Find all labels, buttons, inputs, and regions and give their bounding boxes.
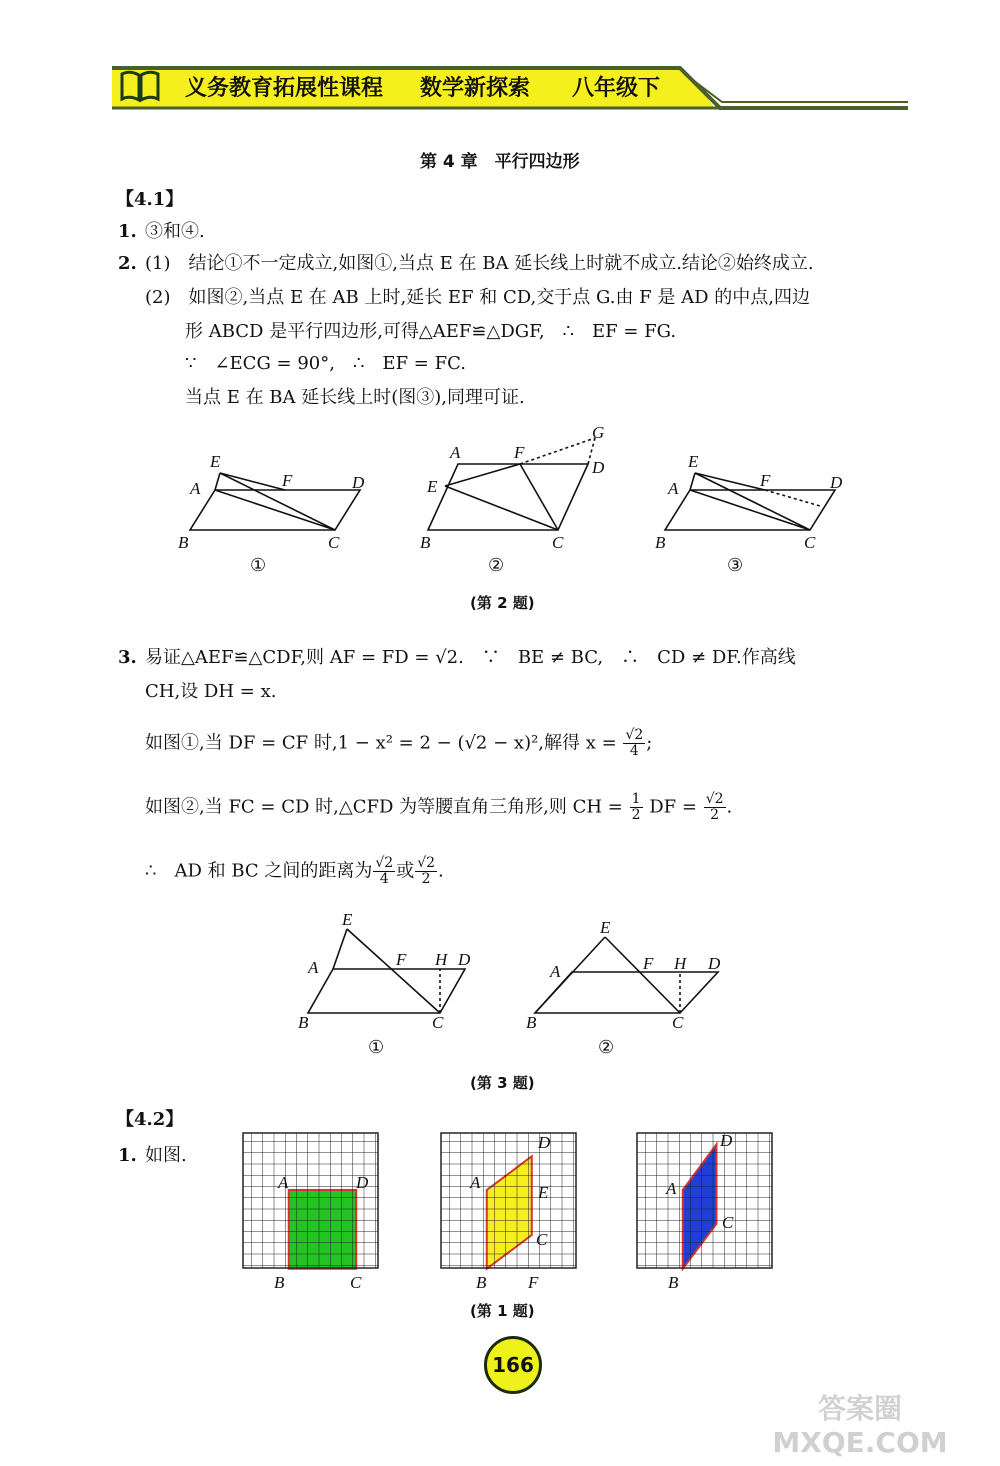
- fraction-sqrt2-over-2: $\frac{√2}{2}$: [705, 791, 724, 823]
- q2-figures: [170, 418, 870, 583]
- fig2-number: ②: [488, 555, 505, 575]
- grid-figure-1: [240, 1130, 390, 1295]
- grid-figure-3: [634, 1130, 784, 1295]
- q2-caption: (第 2 题): [470, 594, 535, 612]
- q3fig2-label-h: H: [674, 954, 687, 973]
- q3-number: 3.: [118, 647, 137, 668]
- q1-answer: ③和④.: [145, 221, 205, 242]
- g2-label-a: A: [470, 1173, 481, 1192]
- q4-1-text: 如图.: [145, 1145, 187, 1166]
- q3fig1-label-e: E: [342, 910, 353, 929]
- g2-label-d: D: [538, 1133, 551, 1152]
- q3-line4: 如图②,当 FC = CD 时,△CFD 为等腰直角三角形,则 CH = $\frac{1}{2}$ DF = $\frac{√2}{2}$ .: [145, 791, 733, 823]
- header-grade: 八年级下: [572, 76, 661, 101]
- q3fig1-label-c: C: [432, 1013, 444, 1032]
- q2-line1: (1) 结论①不一定成立,如图①,当点 E 在 BA 延长线上时就不成立.结论②始终成立.: [145, 253, 814, 274]
- section-4-2: 【4.2】: [116, 1109, 184, 1130]
- fig2-label-e: E: [427, 477, 438, 496]
- q4-1-caption: (第 1 题): [470, 1302, 535, 1320]
- g3-label-b: B: [668, 1273, 679, 1292]
- q3fig1-label-d: D: [458, 950, 471, 969]
- q3fig2-label-f: F: [643, 954, 654, 973]
- page-number-badge: [484, 1336, 542, 1394]
- fig3-label-f: F: [760, 471, 771, 490]
- q3-figures: [290, 905, 740, 1060]
- g2-label-c: C: [536, 1230, 548, 1249]
- book-icon: [118, 70, 162, 104]
- q3fig1-number: ①: [368, 1037, 385, 1057]
- q3-line5-text: ∴ AD 和 BC 之间的距离为: [145, 860, 373, 882]
- q2-figure-3: [665, 473, 835, 530]
- q3-line2: CH,设 DH = x.: [145, 681, 277, 702]
- g3-label-d: D: [720, 1131, 733, 1150]
- q3fig2-number: ②: [598, 1037, 615, 1057]
- fraction-1-over-2: $\frac{1}{2}$: [631, 791, 641, 823]
- fig3-number: ③: [727, 555, 744, 575]
- header-series: 义务教育拓展性课程: [185, 76, 384, 101]
- q3-line4-text: 如图②,当 FC = CD 时,△CFD 为等腰直角三角形,则 CH =: [145, 796, 623, 818]
- q2-number: 2.: [118, 253, 137, 274]
- q3fig2-label-b: B: [526, 1013, 537, 1032]
- q3-line3: 如图①,当 DF = CF 时,1 − x² = 2 − (√2 − x)²,解得 x = $\frac{√2}{4}$ ;: [145, 727, 653, 759]
- q3-caption: (第 3 题): [470, 1074, 535, 1092]
- fig2-label-c: C: [552, 533, 564, 552]
- fig2-label-f: F: [514, 443, 525, 462]
- header-book: 数学新探索: [420, 76, 531, 101]
- g1-label-c: C: [350, 1273, 362, 1292]
- q3fig1-label-a: A: [308, 958, 319, 977]
- fig1-label-f: F: [282, 471, 293, 490]
- q3-line1: 易证△AEF≌△CDF,则 AF = FD = √2. ∵ BE ≠ BC, ∴ CD ≠ DF.作高线: [145, 647, 796, 668]
- fig2-label-d: D: [592, 458, 605, 477]
- q4-1-number: 1.: [118, 1145, 137, 1166]
- fig1-label-a: A: [190, 479, 201, 498]
- q2-line3: 形 ABCD 是平行四边形,可得△AEF≌△DGF, ∴ EF = FG.: [185, 321, 677, 342]
- g3-label-a: A: [666, 1179, 677, 1198]
- fig2-label-g: G: [592, 423, 605, 442]
- fraction-sqrt2-over-4: $\frac{√2}{4}$: [625, 727, 644, 759]
- g2-label-b: B: [476, 1273, 487, 1292]
- watermark: 答案圈 MXQE.COM: [772, 1392, 948, 1459]
- q2-line2: (2) 如图②,当点 E 在 AB 上时,延长 EF 和 CD,交于点 G.由 F 是 AD 的中点,四边: [145, 287, 810, 308]
- q3-line5: ∴ AD 和 BC 之间的距离为 $\frac{√2}{4}$ 或 $\frac{√2}{2}$ .: [145, 855, 444, 887]
- q3fig1-label-b: B: [298, 1013, 309, 1032]
- fig1-label-d: D: [352, 473, 365, 492]
- page-number: 166: [492, 1353, 534, 1377]
- g3-label-c: C: [722, 1213, 734, 1232]
- q1-number: 1.: [118, 221, 137, 242]
- g1-label-a: A: [278, 1173, 289, 1192]
- fig3-label-a: A: [668, 479, 679, 498]
- q3-figure-1: [308, 929, 465, 1013]
- q3fig1-label-h: H: [435, 950, 448, 969]
- fraction-sqrt2-over-4-b: $\frac{√2}{4}$: [375, 855, 394, 887]
- g1-label-d: D: [356, 1173, 369, 1192]
- q2-line4: ∵ ∠ECG = 90°, ∴ EF = FC.: [185, 353, 466, 374]
- q2-figure-1: [190, 473, 360, 530]
- fig3-label-c: C: [804, 533, 816, 552]
- q2-line5: 当点 E 在 BA 延长线上时(图③),同理可证.: [185, 387, 525, 408]
- g2-label-f: F: [528, 1273, 539, 1292]
- q3fig2-label-d: D: [708, 954, 721, 973]
- fig3-label-e: E: [688, 452, 699, 471]
- fraction-sqrt2-over-2-b: $\frac{√2}{2}$: [417, 855, 436, 887]
- fig2-label-a: A: [450, 443, 461, 462]
- q3fig2-label-c: C: [672, 1013, 684, 1032]
- fig1-label-b: B: [178, 533, 189, 552]
- fig3-label-d: D: [830, 473, 843, 492]
- q3-figure-2: [535, 937, 718, 1013]
- fig2-label-b: B: [420, 533, 431, 552]
- fig1-number: ①: [250, 555, 267, 575]
- q3-line3-text: 如图①,当 DF = CF 时,1 − x² = 2 − (√2 − x)²,解得 x =: [145, 732, 617, 754]
- section-4-1: 【4.1】: [116, 189, 184, 210]
- q3fig2-label-e: E: [600, 918, 611, 937]
- fig1-label-c: C: [328, 533, 340, 552]
- q3fig1-label-f: F: [396, 950, 407, 969]
- fig1-label-e: E: [210, 452, 221, 471]
- fig3-label-b: B: [655, 533, 666, 552]
- g2-label-e: E: [538, 1183, 549, 1202]
- chapter-title: 第 4 章 平行四边形: [420, 152, 580, 172]
- g1-label-b: B: [274, 1273, 285, 1292]
- grid-figure-2: [438, 1130, 588, 1295]
- q3fig2-label-a: A: [550, 962, 561, 981]
